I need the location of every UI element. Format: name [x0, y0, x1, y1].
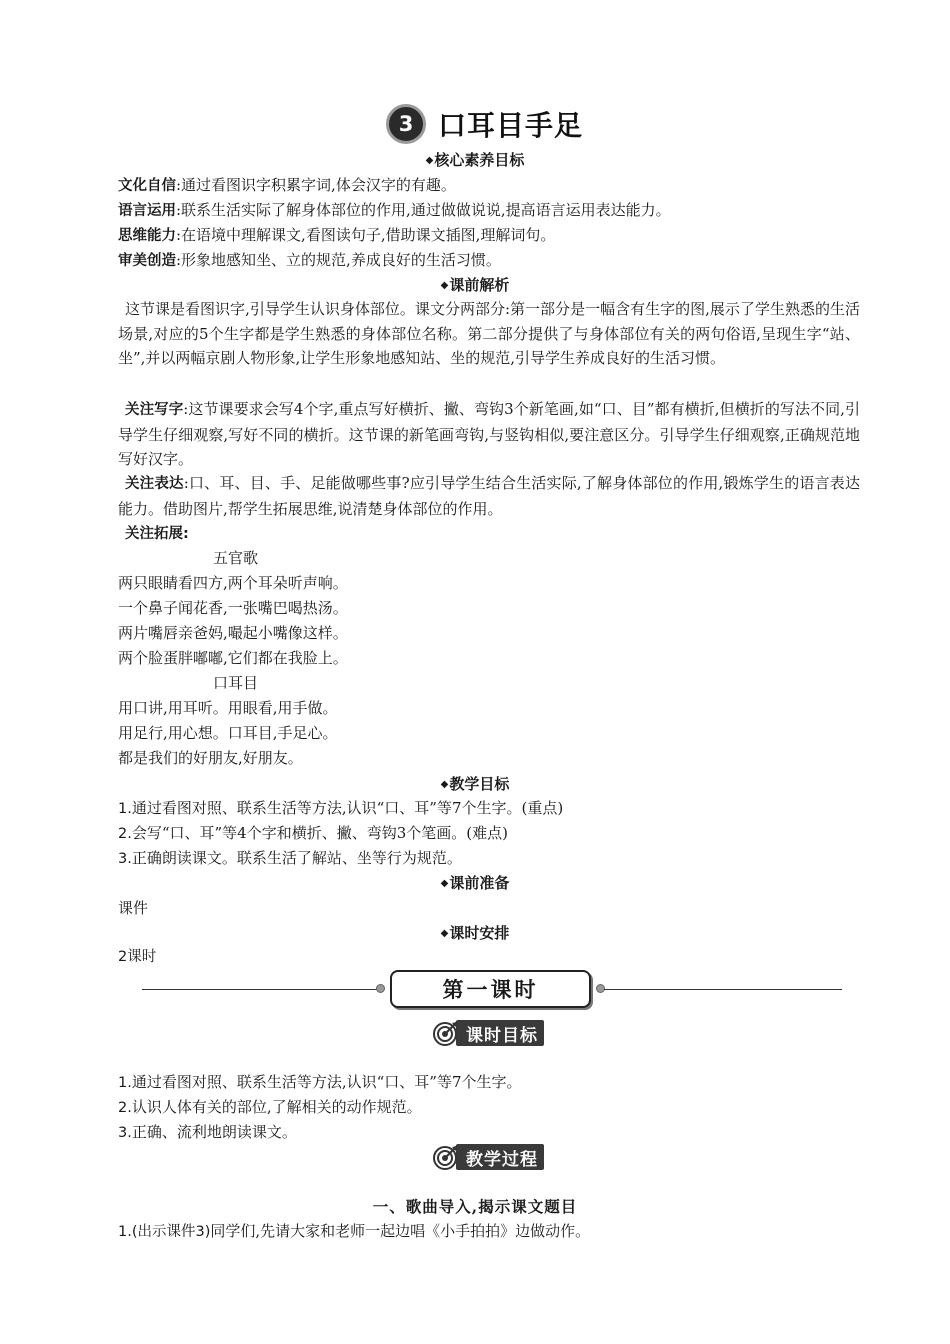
poem2-line: 用足行,用心想。口耳目,手足心。 — [118, 724, 338, 742]
teaching-process-badge: 教学过程 — [432, 1143, 544, 1171]
lesson-title — [386, 104, 583, 144]
section-heading-analysis: ◆课前解析 — [440, 276, 510, 294]
diamond-bullet-icon: ◆ — [440, 779, 449, 790]
core-item: 语言运用:联系生活实际了解身体部位的作用,通过做做说说,提高语言运用表达能力。 — [118, 201, 671, 219]
diamond-bullet-icon: ◆ — [440, 878, 449, 889]
preparation-text: 课件 — [118, 899, 149, 917]
section-heading-schedule: ◆课时安排 — [440, 924, 510, 942]
analysis-expression: 关注表达:口、耳、目、手、足能做哪些事?应引导学生结合生活实际,了解身体部位的作用,锻炼学生的语言表达能力。借助图片,帮学生拓展思维,说清楚身体部位的作用。 — [118, 474, 860, 518]
poem1-title: 五官歌 — [213, 549, 259, 567]
schedule-text: 2课时 — [118, 949, 157, 965]
poem2-title: 口耳目 — [213, 674, 259, 692]
target-icon — [432, 1019, 460, 1047]
section-heading-preparation: ◆课前准备 — [440, 874, 510, 892]
section-heading-core: ◆核心素养目标 — [425, 151, 525, 169]
lesson-title-text: 口耳目手足 — [438, 109, 584, 142]
poem1-line: 两片嘴唇亲爸妈,嘬起小嘴像这样。 — [118, 624, 348, 642]
process-step-title: 一、歌曲导入,揭示课文题目 — [372, 1197, 578, 1216]
teaching-goal-item: 2.会写“口、耳”等4个字和横折、撇、弯钩3个笔画。(难点) — [118, 824, 508, 842]
core-item: 审美创造:形象地感知坐、立的规范,养成良好的生活习惯。 — [118, 251, 501, 269]
diamond-bullet-icon: ◆ — [440, 280, 449, 291]
teaching-goal-item: 3.正确朗读课文。联系生活了解站、坐等行为规范。 — [118, 849, 462, 867]
analysis-intro: 这节课是看图识字,引导学生认识身体部位。课文分两部分:第一部分是一幅含有生字的图,展示了学生熟悉的生活场景,对应的5个生字都是学生熟悉的身体部位名称。第二部分提供了与身体部位有关的两句俗语,呈现生字“站、坐”,并以两幅京剧人物形象,让学生形象地感知站、坐的规范,引导学生养成良好的生活习惯。 — [118, 300, 860, 368]
diamond-bullet-icon: ◆ — [440, 928, 449, 939]
poem1-line: 一个鼻子闻花香,一张嘴巴喝热汤。 — [118, 599, 348, 617]
process-step-item: 1.(出示课件3)同学们,先请大家和老师一起边唱《小手拍拍》边做动作。 — [118, 1222, 591, 1240]
period-title: 第一课时 — [390, 970, 591, 1008]
analysis-writing: 关注写字:这节课要求会写4个字,重点写好横折、撇、弯钩3个新笔画,如“口、目”都有横折,但横折的写法不同,引导学生仔细观察,写好不同的横折。这节课的新笔画弯钩,与竖钩相似,要注意区分。引导学生仔细观察,正确规范地写好汉字。 — [118, 400, 860, 469]
section-heading-teaching-goals: ◆教学目标 — [440, 775, 510, 793]
poem1-line: 两只眼睛看四方,两个耳朵听声响。 — [118, 574, 348, 592]
period-goal-item: 1.通过看图对照、联系生活等方法,认识“口、耳”等7个生字。 — [118, 1073, 522, 1091]
lesson-number-badge: 3 — [386, 104, 426, 144]
analysis-extension-label: 关注拓展: — [125, 526, 189, 542]
diamond-bullet-icon: ◆ — [425, 155, 434, 166]
core-item: 文化自信:通过看图识字积累字词,体会汉字的有趣。 — [118, 176, 456, 194]
poem2-line: 用口讲,用耳听。用眼看,用手做。 — [118, 699, 338, 717]
period-goal-item: 2.认识人体有关的部位,了解相关的动作规范。 — [118, 1098, 422, 1116]
target-icon — [432, 1143, 460, 1171]
period-goals-badge: 课时目标 — [432, 1019, 544, 1047]
divider-right — [604, 989, 842, 990]
core-item: 思维能力:在语境中理解课文,看图读句子,借助课文插图,理解词句。 — [118, 226, 556, 244]
poem1-line: 两个脸蛋胖嘟嘟,它们都在我脸上。 — [118, 649, 348, 667]
teaching-goal-item: 1.通过看图对照、联系生活等方法,认识“口、耳”等7个生字。(重点) — [118, 799, 564, 817]
period-goal-item: 3.正确、流利地朗读课文。 — [118, 1123, 297, 1141]
divider-dot-left — [376, 984, 385, 993]
poem2-line: 都是我们的好朋友,好朋友。 — [118, 749, 303, 767]
divider-left — [142, 989, 378, 990]
